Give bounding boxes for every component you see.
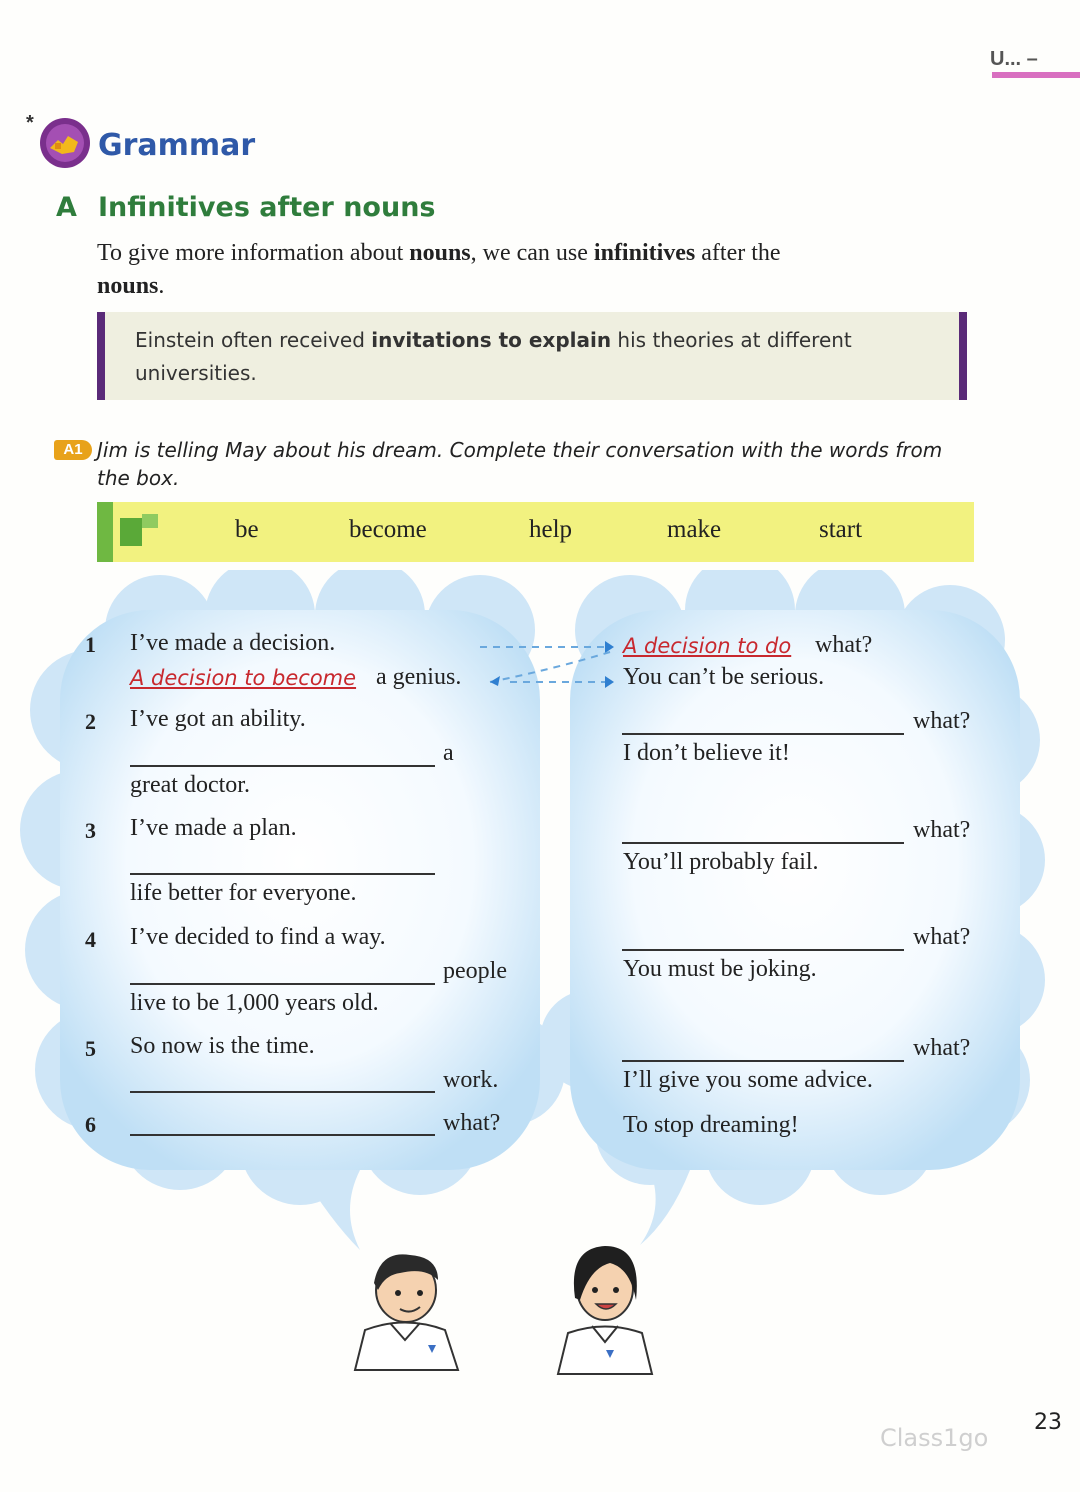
jim-line: I’ve decided to find a way. bbox=[130, 924, 386, 950]
word-box-edge bbox=[97, 502, 113, 562]
item-number: 5 bbox=[85, 1036, 96, 1061]
may-line: I’ll give you some advice. bbox=[623, 1067, 873, 1093]
jim-line: a bbox=[443, 740, 454, 766]
answer-blank[interactable] bbox=[130, 873, 435, 875]
exercise-badge: A1 bbox=[54, 440, 92, 460]
grammar-heading: Grammar bbox=[98, 128, 256, 163]
may-line: To stop dreaming! bbox=[623, 1112, 799, 1138]
jim-line: life better for everyone. bbox=[130, 880, 357, 906]
answer-blank[interactable] bbox=[130, 1134, 435, 1136]
item-number: 1 bbox=[85, 632, 96, 657]
jim-line: a genius. bbox=[376, 664, 462, 690]
may-line: I don’t believe it! bbox=[623, 740, 790, 766]
word-box-square-icon bbox=[142, 514, 158, 528]
item-number: 4 bbox=[85, 927, 96, 952]
word-box-item: be bbox=[235, 516, 259, 543]
word-box-square-icon bbox=[120, 518, 142, 546]
intro-paragraph: To give more information about nouns, we can use infinitives after the nouns. bbox=[97, 240, 781, 299]
jim-line: what? bbox=[443, 1110, 501, 1136]
section-title: Infinitives after nouns bbox=[98, 192, 436, 223]
unit-color-bar bbox=[992, 72, 1080, 78]
answer-blank[interactable] bbox=[622, 842, 904, 844]
jim-line: great doctor. bbox=[130, 772, 250, 798]
answer-blank[interactable] bbox=[622, 1060, 904, 1062]
item-number: 2 bbox=[85, 709, 96, 734]
example-answer: A decision to do bbox=[623, 634, 792, 658]
grammar-puzzle-icon bbox=[38, 116, 92, 170]
jim-line: I’ve got an ability. bbox=[130, 706, 306, 732]
jim-line: live to be 1,000 years old. bbox=[130, 990, 379, 1016]
answer-blank[interactable] bbox=[622, 949, 904, 951]
may-line: what? bbox=[815, 632, 873, 658]
answer-blank[interactable] bbox=[130, 765, 435, 767]
may-line: You’ll probably fail. bbox=[623, 849, 819, 875]
jim-line: So now is the time. bbox=[130, 1033, 315, 1059]
may-character-illustration bbox=[550, 1238, 660, 1378]
jim-character-illustration bbox=[340, 1245, 470, 1375]
unit-label: U... – bbox=[990, 48, 1038, 70]
jim-line: I’ve made a decision. bbox=[130, 630, 336, 656]
exercise-instruction: Jim is telling May about his dream. Complete their conversation with the words from the box. bbox=[97, 438, 943, 490]
answer-blank[interactable] bbox=[130, 983, 435, 985]
example-answer: A decision to become bbox=[130, 666, 357, 690]
may-line: what? bbox=[913, 817, 971, 843]
jim-line: work. bbox=[443, 1067, 499, 1093]
jim-line: people bbox=[443, 958, 507, 984]
may-line: what? bbox=[913, 1035, 971, 1061]
example-sentence: Einstein often received invitations to explain his theories at different universities. bbox=[135, 328, 852, 385]
item-number: 3 bbox=[85, 818, 96, 843]
word-box-item: become bbox=[349, 516, 427, 543]
may-line: what? bbox=[913, 924, 971, 950]
may-line: what? bbox=[913, 708, 971, 734]
jim-line: I’ve made a plan. bbox=[130, 815, 297, 841]
section-letter: A bbox=[56, 192, 77, 223]
watermark: Class1go bbox=[880, 1424, 989, 1452]
answer-blank[interactable] bbox=[622, 733, 904, 735]
may-line: You can’t be serious. bbox=[623, 664, 825, 690]
word-box-item: start bbox=[819, 516, 863, 543]
item-number: 6 bbox=[85, 1112, 96, 1137]
star-mark: * bbox=[26, 112, 34, 134]
page-number: 23 bbox=[1034, 1410, 1062, 1435]
answer-blank[interactable] bbox=[130, 1091, 435, 1093]
word-box-item: make bbox=[667, 516, 722, 543]
may-line: You must be joking. bbox=[623, 956, 817, 982]
word-box-item: help bbox=[529, 516, 573, 543]
